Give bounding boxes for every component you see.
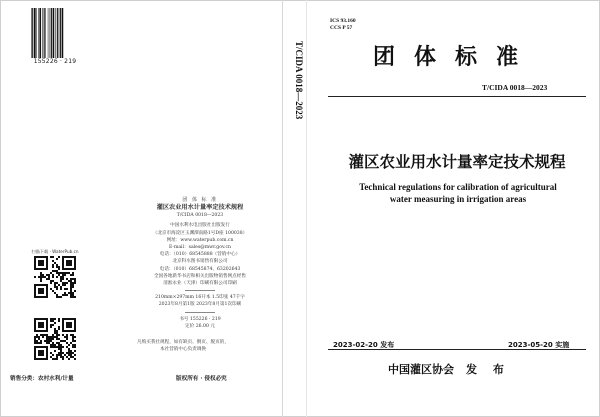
qr-code-icon[interactable] [34, 256, 76, 298]
qr-label: 扫描下载 · WaterPub.cn [31, 249, 79, 254]
ccs-code: CCS P 57 [330, 25, 353, 31]
title-en-line: Technical regulations for calibration of agricultural [359, 182, 557, 192]
note-line: 本社营销中心负责调换 [160, 347, 206, 352]
colophon-line: （北京市海淀区玉渊潭南路1号D座 100038） [152, 230, 248, 236]
standard-type-heading: 团体标准 [373, 45, 538, 70]
colophon-line: E-mail：sales@mwr.gov.cn [168, 245, 232, 251]
print-spec-line: 2023年8月第1版 2023年8月第1次印刷 [158, 302, 242, 308]
note-line: 凡购买我社规程，如有缺页、倒页、脱页的， [137, 340, 229, 345]
publisher-name: 中国灌区协会 [388, 363, 454, 376]
ics-code: ICS 93.160 [330, 18, 356, 24]
document-title-en [318, 181, 598, 205]
colophon [115, 197, 285, 330]
sales-category: 销售分类：农村水利/计量 [10, 376, 74, 382]
colophon-title: 灌区农业用水计量率定技术规程 [156, 204, 244, 212]
title-en-line: water measuring in irrigation areas [389, 194, 527, 204]
footer-rule [328, 349, 586, 350]
barcode-number: 155226 · 219 [33, 58, 77, 65]
isbn-barcode [30, 8, 76, 58]
implementation-date: 2023-05-20 实施 [508, 341, 570, 349]
colophon-divider [185, 290, 215, 291]
colophon-header: 团 体 标 准 [182, 197, 218, 203]
publisher-line [388, 361, 510, 377]
issue-date: 2023-02-20 发布 [333, 341, 395, 349]
price-line: 定价 26.00 元 [185, 323, 215, 329]
colophon-line: 北京科水图书销售有限公司 [172, 259, 228, 265]
header-rule [328, 96, 586, 97]
copyright-notice: 版权所有 · 侵权必究 [176, 376, 227, 382]
isbn-line: 书号 155226 · 219 [179, 316, 221, 322]
colophon-line: 中国水利水电出版社出版发行 [170, 223, 230, 229]
document-title-zh: 灌区农业用水计量率定技术规程 [348, 153, 566, 171]
colophon-code: T/CIDA 0018—2023 [176, 213, 224, 219]
colophon-line: 清淞永业（天津）印刷有限公司印刷 [163, 281, 237, 287]
qr-code-icon[interactable] [34, 318, 76, 360]
colophon-line: 电话：（010）68545874、63202643 [159, 266, 241, 272]
print-spec-line: 210mm×297mm 16开本 1.5印张 47千字 [155, 295, 245, 301]
colophon-line: 网址：www.waterpub.com.cn [166, 237, 234, 243]
replacement-note [128, 339, 238, 353]
spine-fold-right [306, 0, 307, 417]
colophon-divider [185, 312, 215, 313]
spine-standard-code: T/CIDA 0018—2023 [294, 40, 304, 120]
classification-codes [330, 18, 356, 32]
colophon-line: 全国各地新华书店和相关出版物销售网点经售 [154, 273, 246, 279]
colophon-line: 电话：（010）68545888（营销中心） [159, 252, 241, 258]
standard-code: T/CIDA 0018—2023 [482, 83, 548, 92]
publisher-verb: 发 布 [466, 363, 510, 376]
